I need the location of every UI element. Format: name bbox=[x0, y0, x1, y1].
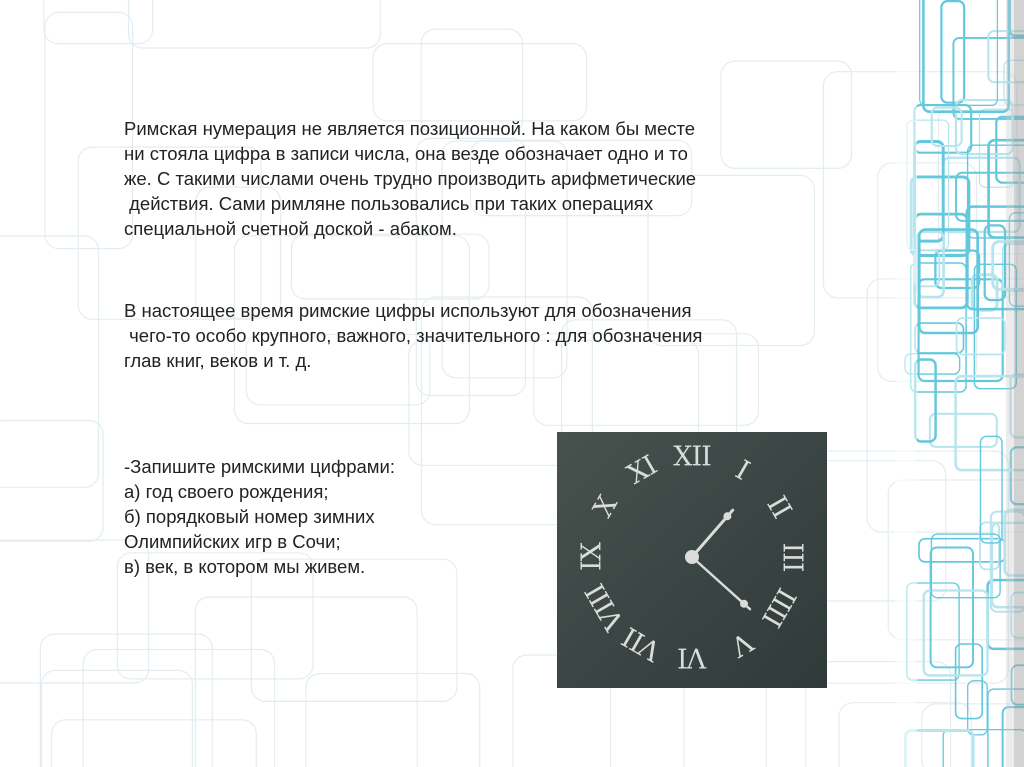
paragraph-line: специальной счетной доской - абаком. bbox=[124, 218, 457, 239]
clock-center-pin bbox=[685, 550, 699, 564]
clock-numeral: II bbox=[760, 490, 797, 524]
hour-hand-tip bbox=[723, 512, 731, 520]
clock-numeral: IX bbox=[576, 543, 608, 571]
clock-numeral: X bbox=[587, 491, 624, 523]
task-item: б) порядковый номер зимних bbox=[124, 506, 375, 527]
paragraph-line: Римская нумерация не является позиционной. На каком бы месте bbox=[124, 118, 696, 139]
clock-numeral: VIII bbox=[580, 578, 631, 636]
task-item: а) год своего рождения; bbox=[124, 481, 329, 502]
task-item: в) век, в котором мы живем. bbox=[124, 556, 366, 577]
paragraph-line: чего-то особо крупного, важного, значительного : для обозначения bbox=[124, 325, 703, 346]
task-item: Олимпийских игр в Сочи; bbox=[124, 531, 341, 552]
clock-numeral: VII bbox=[617, 620, 667, 667]
paragraph-line: действия. Сами римляне пользовались при таких операциях bbox=[124, 193, 654, 214]
paragraph-modern-usage bbox=[124, 298, 864, 373]
clock-numeral: III bbox=[776, 542, 808, 572]
clock-numeral: XI bbox=[622, 450, 662, 491]
clock-numeral: V bbox=[726, 625, 758, 662]
paragraph-line: В настоящее время римские цифры используют для обозначения bbox=[124, 300, 692, 321]
clock-photo bbox=[557, 432, 827, 688]
paragraph-line: ни стояла цифра в записи числа, она везде обозначает одно и то bbox=[124, 143, 688, 164]
clock-numeral: VI bbox=[677, 641, 707, 673]
task-heading: -Запишите римскими цифрами: bbox=[124, 456, 395, 477]
paragraph-roman-numeration bbox=[124, 116, 864, 241]
paragraph-line: же. С такими числами очень трудно производить арифметические bbox=[124, 168, 697, 189]
task-list bbox=[124, 454, 544, 579]
minute-hand-tip bbox=[740, 600, 748, 608]
clock-numeral: IIII bbox=[755, 582, 802, 632]
clock-numeral: I bbox=[730, 454, 754, 487]
clock-numeral: XII bbox=[673, 441, 711, 473]
paragraph-line: глав книг, веков и т. д. bbox=[124, 350, 312, 371]
